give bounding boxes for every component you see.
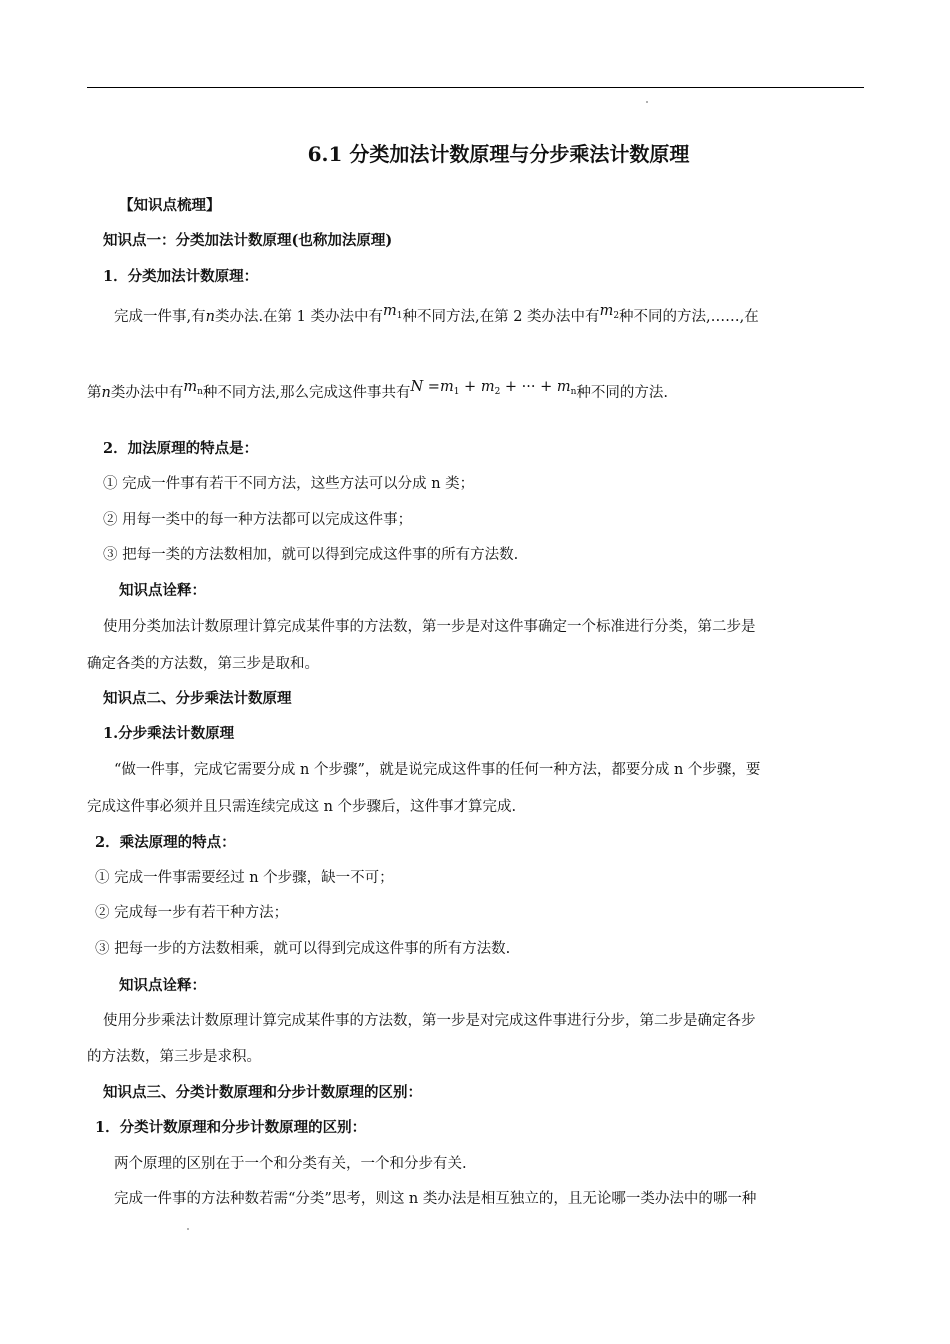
kp2-para-line2: 完成这件事必须并且只需连续完成这 n 个步骤后，这件事才算完成. bbox=[87, 799, 517, 815]
kp1-item: ③ 把每一类的方法数相加，就可以得到完成这件事的所有方法数. bbox=[103, 547, 519, 563]
kp3-heading: 知识点三、分类计数原理和分步计数原理的区别： bbox=[103, 1084, 422, 1101]
speck bbox=[187, 1228, 189, 1230]
kp1-para-line2: 第n类办法中有$m_n$种不同方法,那么完成这件事共有$N =m_1 + m_2$ + ··· + $m_n$种不同的方法. bbox=[87, 379, 669, 401]
sum-formula: $N =m_1 + m_2$ + ··· + $m_n$ bbox=[410, 379, 577, 397]
kp1-para-line1: 完成一件事,有n类办法.在第 1 类办法中有$m_1$种不同方法,在第 2 类办法中有$m_2$种不同的方法,……,在 bbox=[114, 303, 759, 325]
speck bbox=[646, 101, 648, 103]
kp2-item: ② 完成每一步有若干种方法； bbox=[95, 905, 289, 921]
kp2-item: ① 完成一件事需要经过 n 个步骤，缺一不可； bbox=[95, 870, 394, 886]
kp2-sub2: 2．乘法原理的特点： bbox=[95, 834, 236, 851]
kp2-para-line1: “做一件事，完成它需要分成 n 个步骤”，就是说完成这件事的任何一种方法，都要分成 n 个步骤，要 bbox=[114, 762, 761, 778]
kp3-line1: 两个原理的区别在于一个和分类有关，一个和分步有关. bbox=[114, 1156, 467, 1172]
kp2-note-heading: 知识点诠释： bbox=[119, 977, 206, 994]
header-rule bbox=[87, 87, 864, 88]
kp2-sub1: 1.分步乘法计数原理 bbox=[103, 725, 235, 742]
kp1-heading: 知识点一：分类加法计数原理(也称加法原理) bbox=[103, 232, 393, 249]
kp1-item: ① 完成一件事有若干不同方法，这些方法可以分成 n 类； bbox=[103, 476, 475, 492]
page-title: 6.1 分类加法计数原理与分步乘法计数原理 bbox=[307, 142, 690, 166]
kp1-note-heading: 知识点诠释： bbox=[119, 582, 206, 599]
kp2-item: ③ 把每一步的方法数相乘，就可以得到完成这件事的所有方法数. bbox=[95, 941, 511, 957]
kp1-sub2: 2．加法原理的特点是： bbox=[103, 440, 259, 457]
kp1-note-line2: 确定各类的方法数，第三步是取和。 bbox=[87, 656, 319, 672]
kp2-heading: 知识点二、分步乘法计数原理 bbox=[103, 690, 292, 707]
kp2-note-line1: 使用分步乘法计数原理计算完成某件事的方法数，第一步是对完成这件事进行分步，第二步是确定各步 bbox=[103, 1013, 756, 1029]
kp3-sub1: 1．分类计数原理和分步计数原理的区别： bbox=[95, 1119, 367, 1136]
summary-heading: 【知识点梳理】 bbox=[119, 197, 221, 214]
kp1-sub1: 1．分类加法计数原理： bbox=[103, 268, 259, 285]
kp1-item: ② 用每一类中的每一种方法都可以完成这件事； bbox=[103, 512, 413, 528]
kp3-line2: 完成一件事的方法种数若需“分类”思考，则这 n 类办法是相互独立的，且无论哪一类办法中的哪一种 bbox=[114, 1191, 757, 1207]
kp1-note-line1: 使用分类加法计数原理计算完成某件事的方法数，第一步是对这件事确定一个标准进行分类，第二步是 bbox=[103, 619, 756, 635]
kp2-note-line2: 的方法数，第三步是求积。 bbox=[87, 1049, 261, 1065]
